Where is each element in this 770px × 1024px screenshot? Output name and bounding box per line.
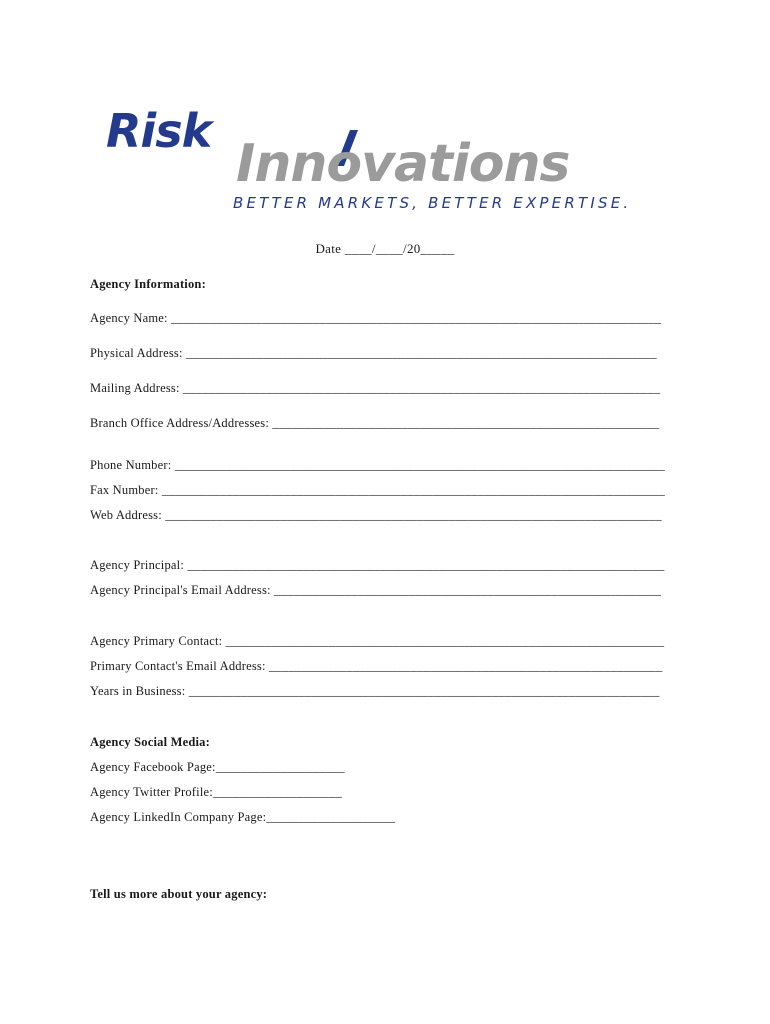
- logo-tagline: BETTER MARKETS, BETTER EXPERTISE.: [233, 194, 632, 212]
- logo-word-risk: Risk: [106, 104, 212, 158]
- tell-us-more-heading: Tell us more about your agency:: [90, 887, 268, 901]
- physical-address-field[interactable]: Physical Address: _________________________________________________________________________: [90, 346, 657, 360]
- twitter-profile-field[interactable]: Agency Twitter Profile:____________________: [90, 785, 342, 799]
- facebook-page-field[interactable]: Agency Facebook Page:____________________: [90, 760, 345, 774]
- agency-name-field[interactable]: Agency Name: ____________________________________________________________________________: [90, 311, 662, 325]
- agency-information-heading: Agency Information:: [90, 277, 206, 291]
- linkedin-page-field[interactable]: Agency LinkedIn Company Page:____________________: [90, 810, 396, 824]
- branch-office-address-field[interactable]: Branch Office Address/Addresses: ____________________________________________________________: [90, 416, 660, 430]
- agency-principal-field[interactable]: Agency Principal: __________________________________________________________________________: [90, 558, 665, 572]
- agency-social-media-heading: Agency Social Media:: [90, 735, 210, 749]
- risk-innovations-logo: [100, 104, 632, 218]
- agency-principal-email-field[interactable]: Agency Principal's Email Address: ____________________________________________________________: [90, 583, 662, 597]
- primary-contact-email-field[interactable]: Primary Contact's Email Address: _____________________________________________________________: [90, 659, 663, 673]
- phone-number-field[interactable]: Phone Number: ____________________________________________________________________________: [90, 458, 665, 472]
- web-address-field[interactable]: Web Address: _____________________________________________________________________________: [90, 508, 662, 522]
- years-in-business-field[interactable]: Years in Business: _________________________________________________________________________: [90, 684, 660, 698]
- fax-number-field[interactable]: Fax Number: ______________________________________________________________________________: [90, 483, 665, 497]
- date-field[interactable]: Date ____/____/20_____: [315, 241, 455, 256]
- mailing-address-field[interactable]: Mailing Address: __________________________________________________________________________: [90, 381, 661, 395]
- agency-primary-contact-field[interactable]: Agency Primary Contact: ____________________________________________________________________: [90, 634, 665, 648]
- logo-word-innovations: Innovations: [236, 134, 570, 194]
